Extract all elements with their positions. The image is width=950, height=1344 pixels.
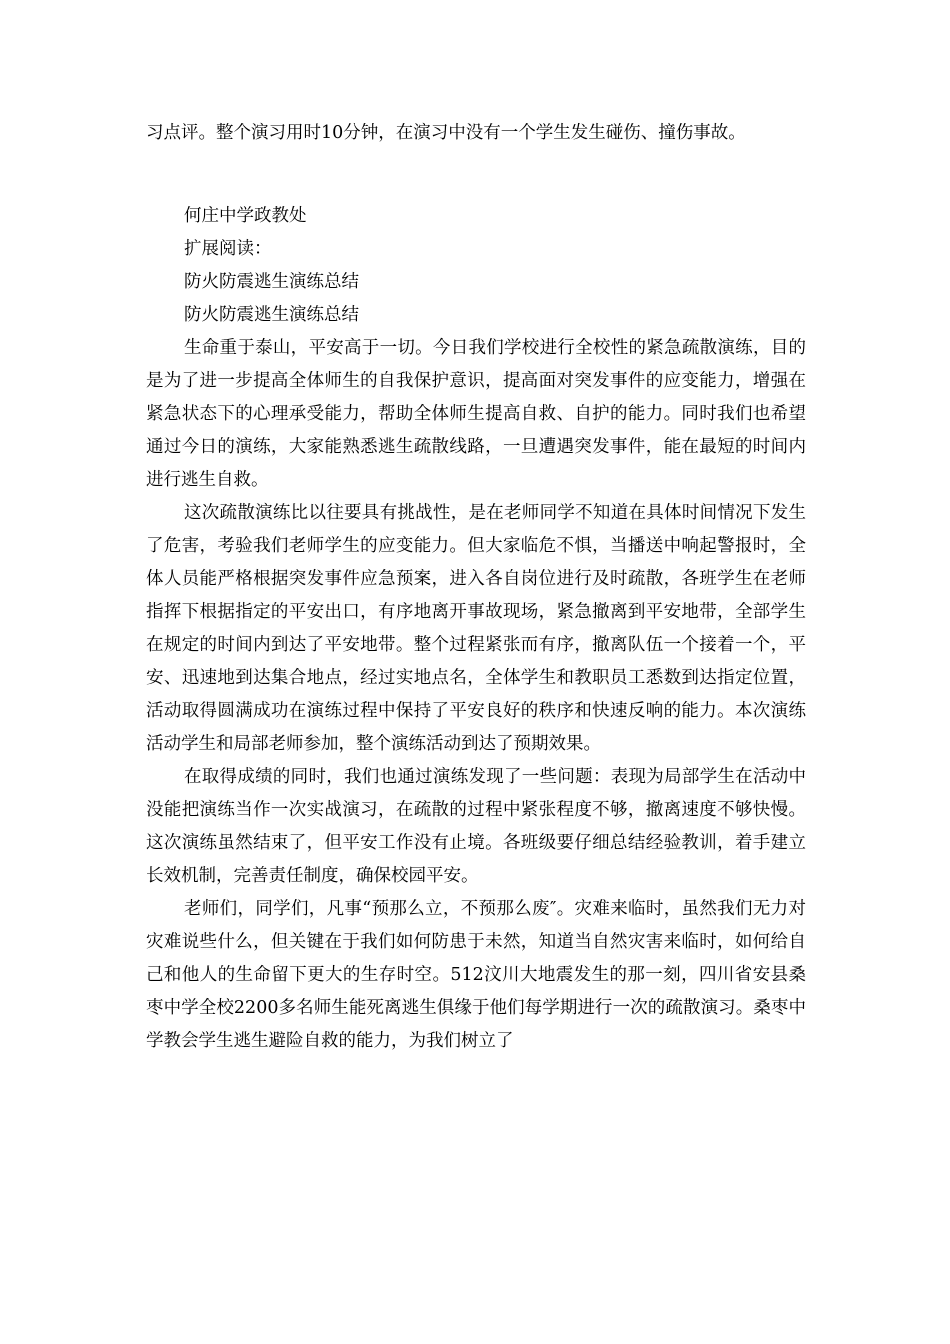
extended-reading-label: 扩展阅读： xyxy=(184,239,272,259)
paragraph: 生命重于泰山，平安高于一切。今日我们学校进行全校性的紧急疏散演练，目的是为了进一步提高全体师生的自我保护意识，提高面对突发事件的应变能力，增强在紧急状态下的心理承受能力，帮助全体师生提高自救、自护的能力。同时我们也希望通过今日的演练，大家能熟悉逃生疏散线路，一旦遭遇突发事件，能在最短的时间内进行逃生自救。 xyxy=(146,338,806,490)
paragraph: 在取得成绩的同时，我们也通过演练发现了一些问题：表现为局部学生在活动中没能把演练当作一次实战演习，在疏散的过程中紧张程度不够，撤离速度不够快慢。这次演练虽然结束了，但平安工作没有止境。各班级要仔细总结经验教训，着手建立长效机制，完善责任制度，确保校园平安。 xyxy=(146,767,806,886)
paragraph: 这次疏散演练比以往要具有挑战性，是在老师同学不知道在具体时间情况下发生了危害，考验我们老师学生的应变能力。但大家临危不惧，当播送中响起警报时，全体人员能严格根据突发事件应急预案，进入各自岗位进行及时疏散，各班学生在老师指挥下根据指定的平安出口，有序地离开事故现场，紧急撤离到平安地带，全部学生在规定的时间内到达了平安地带。整个过程紧张而有序，撤离队伍一个接着一个，平安、迅速地到达集合地点，经过实地点名，全体学生和教职员工悉数到达指定位置，活动取得圆满成功在演练过程中保持了平安良好的秩序和快速反响的能力。本次演练活动学生和局部老师参加，整个演练活动到达了预期效果。 xyxy=(146,503,806,754)
extended-reading-link[interactable]: 防火防震逃生演练总结 xyxy=(184,272,359,292)
article-title: 防火防震逃生演练总结 xyxy=(184,305,359,325)
continuation-text: 习点评。整个演习用时10分钟，在演习中没有一个学生发生碰伤、撞伤事故。 xyxy=(146,123,746,143)
paragraph-gap xyxy=(146,150,806,200)
paragraph: 老师们，同学们，凡事“预那么立，不预那么废″。灾难来临时，虽然我们无力对灾难说些什么，但关键在于我们如何防患于未然，知道当自然灾害来临时，如何给自己和他人的生命留下更大的生存时空。512汶川大地震发生的那一刻，四川省安县桑枣中学全校2200多名师生能死离逃生俱缘于他们每学期进行一次的疏散演习。桑枣中学教会学生逃生避险自救的能力，为我们树立了 xyxy=(146,899,806,1051)
signature: 何庄中学政教处 xyxy=(184,206,307,226)
document-page xyxy=(146,117,806,1058)
